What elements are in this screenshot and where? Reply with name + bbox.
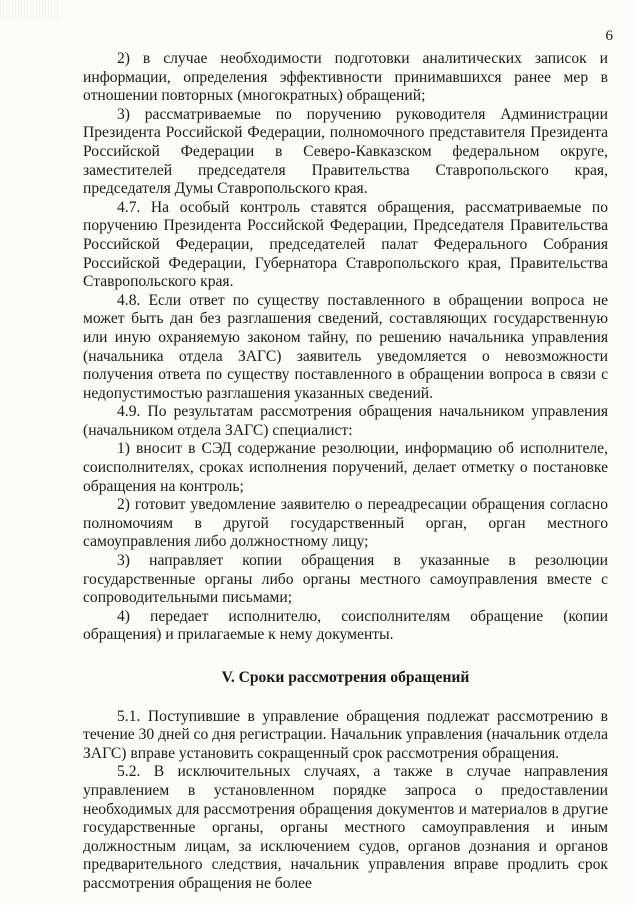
paragraph: 4) передает исполнителю, соисполнителям обращение (копии обращения) и прилагаемые к нему документы.	[83, 607, 608, 644]
paragraph: 2) в случае необходимости подготовки аналитических записок и информации, определения эффективности принимавшихся ранее мер в отношении повторных (многократных) обращений;	[83, 50, 608, 105]
paragraph: 5.1. Поступившие в управление обращения подлежат рассмотрению в течение 30 дней со дня регистрации. Начальник управления (начальник отдела ЗАГС) вправе установить сокращенный срок рассмотрения обращения.	[83, 707, 609, 762]
page-number: 6	[605, 28, 613, 44]
paragraph: 3) рассматриваемые по поручению руководителя Администрации Президента Российской Федерации, полномочного представителя Президента Российской Федерации в Северо-Кавказском федеральном округе, заместителей председателя Правительства Ставропольского края, председателя Думы Ставропольского края.	[83, 105, 608, 198]
scan-artifact	[0, 0, 60, 20]
paragraph: 1) вносит в СЭД содержание резолюции, информацию об исполнителе, соисполнителях, сроках исполнения поручений, делает отметку о постановке обращения на контроль;	[83, 440, 608, 495]
paragraph: 2) готовит уведомление заявителю о переадресации обращения согласно полномочиям в другой государственный орган, орган местного самоуправления либо должностному лицу;	[83, 496, 608, 551]
paragraph: 4.9. По результатам рассмотрения обращения начальником управления (начальником отдела ЗАГС) специалист:	[83, 403, 608, 439]
paragraph: 5.2. В исключительных случаях, а также в случае направления управлением в установленном порядке запроса о предоставлении необходимых для рассмотрения обращения документов и материалов в другие государственные органы, органы местного самоуправления и иным должностным лицам, за исключением судов, органов дознания и органов предварительного следствия, начальник управления вправе продлить срок рассмотрения обращения не более	[83, 763, 608, 892]
paragraph: 4.8. Если ответ по существу поставленного в обращении вопроса не может быть дан без разглашения сведений, составляющих государственную или иную охраняемую законом тайну, по решению начальника управления (начальника отдела ЗАГС) заявитель уведомляется о невозможности получения ответа по существу поставленного в обращении вопроса в связи с недопустимостью разглашения указанных сведений.	[83, 291, 608, 402]
paragraph: 3) направляет копии обращения в указанные в резолюции государственные органы либо органы местного самоуправления вместе с сопроводительными письмами;	[83, 552, 608, 607]
section-heading: V. Сроки рассмотрения обращений	[221, 669, 470, 686]
document-body	[83, 50, 608, 894]
paragraph: 4.7. На особый контроль ставятся обращения, рассматриваемые по поручению Президента Российской Федерации, Председателя Правительства Российской Федерации, председателей палат Федерального Собрания Российской Федерации, Губернатора Ставропольского края, Правительства Ставропольского края.	[83, 198, 608, 291]
